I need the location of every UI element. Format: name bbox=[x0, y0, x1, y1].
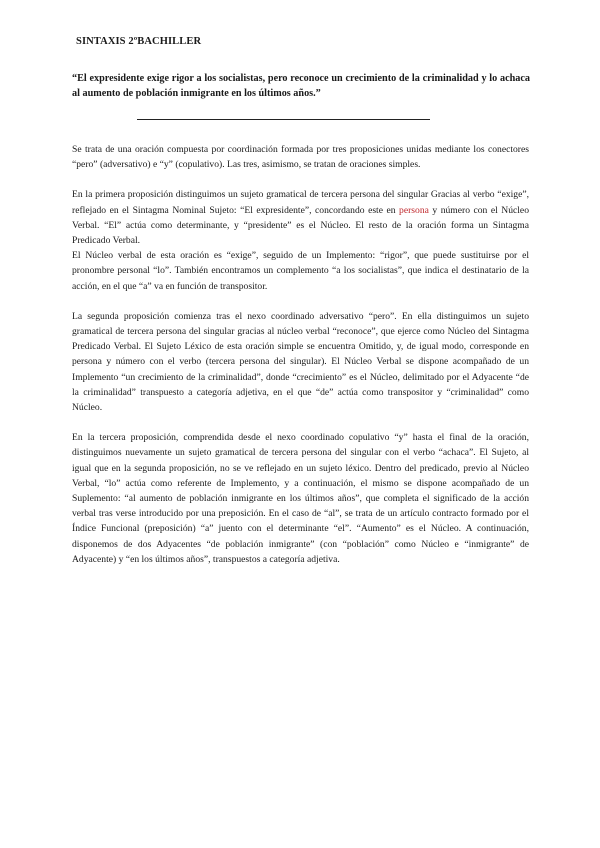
separator-line bbox=[137, 119, 430, 120]
paragraph-first-proposition-verb: El Núcleo verbal de esta oración es “exige”, seguido de un Implemento: “rigor”, que puede sustituirse por el pronombre personal “lo”. También encontramos un complemento “a los socialistas”, que indica el destinatario de la acción, en el que “a” va en función de transpositor. bbox=[72, 250, 529, 292]
document-heading: SINTAXIS 2ºBACHILLER bbox=[76, 36, 202, 47]
paragraph-third-proposition: En la tercera proposición, comprendida desde el nexo coordinado copulativo “y” hasta el final de la oración, distinguimos nuevamente un sujeto gramatical de tercera persona del singular con el verbo “achaca”. El Sujeto, al igual que en la segunda proposición, no se ve reflejado en un sujeto léxico. Dentro del predicado, previo al Núcleo Verbal, “lo” actúa como referente de Implemento, y a continuación, el mismo se dispone acompañado de un Suplemento: “al aumento de población inmigrante en los últimos años”, que completa el significado de la acción verbal tras verse introducido por una preposición. En el caso de “al”, se trata de un artículo contracto formado por el Índice Funcional (preposición) “a” juento con el determinante “el”. “Aumento” es el Núcleo. A continuación, disponemos de dos Adyacentes “de población inmigrante” (con “población” como Núcleo e “inmigrante” de Adyacente) y “en los últimos años”, transpuestos a categoría adjetiva. bbox=[72, 432, 529, 565]
example-sentence: “El expresidente exige rigor a los socialistas, pero reconoce un crecimiento de la criminalidad y lo achaca al aumento de población inmigrante en los últimos años.” bbox=[72, 73, 530, 99]
paragraph-text: En la primera proposición distinguimos un sujeto gramatical de tercera persona del singular Gracias al verbo “exige”, reflejado en el Sintagma Nominal Sujeto: “El expresidente”, concordando este en bbox=[72, 189, 529, 216]
paragraph-intro: Se trata de una oración compuesta por coordinación formada por tres proposiciones unidas mediante los conectores “pero” (adversativo) e “y” (copulativo). Las tres, asimismo, se tratan de oraciones simples. bbox=[72, 144, 529, 171]
analysis-body bbox=[72, 142, 529, 567]
paragraph-text: y número con el Núcleo Verbal. “El” actúa como determinante, y “presidente” es el Núcleo. El resto de la oración forma un Sintagma Predicado Verbal. bbox=[72, 204, 529, 247]
paragraph-first-proposition bbox=[72, 187, 529, 248]
highlighted-word: persona bbox=[399, 204, 429, 216]
paragraph-second-proposition: La segunda proposición comienza tras el nexo coordinado adversativo “pero”. En ella distinguimos un sujeto gramatical de tercera persona del singular gracias al núcleo verbal “reconoce”, que ejerce como Núcleo del Sintagma Predicado Verbal. El Sujeto Léxico de esta oración simple se encuentra Omitido, y, de igual modo, corresponde en persona y número con el verbo (tercera persona del singular). El Núcleo Verbal se dispone acompañado de un Implemento “un crecimiento de la criminalidad”, donde “crecimiento” es el Núcleo, delimitado por el Adyacente “de la criminalidad” transpuesto a categoría adjetiva, en el que “de” actúa como transpositor y “criminalidad” como Núcleo. bbox=[72, 310, 529, 414]
